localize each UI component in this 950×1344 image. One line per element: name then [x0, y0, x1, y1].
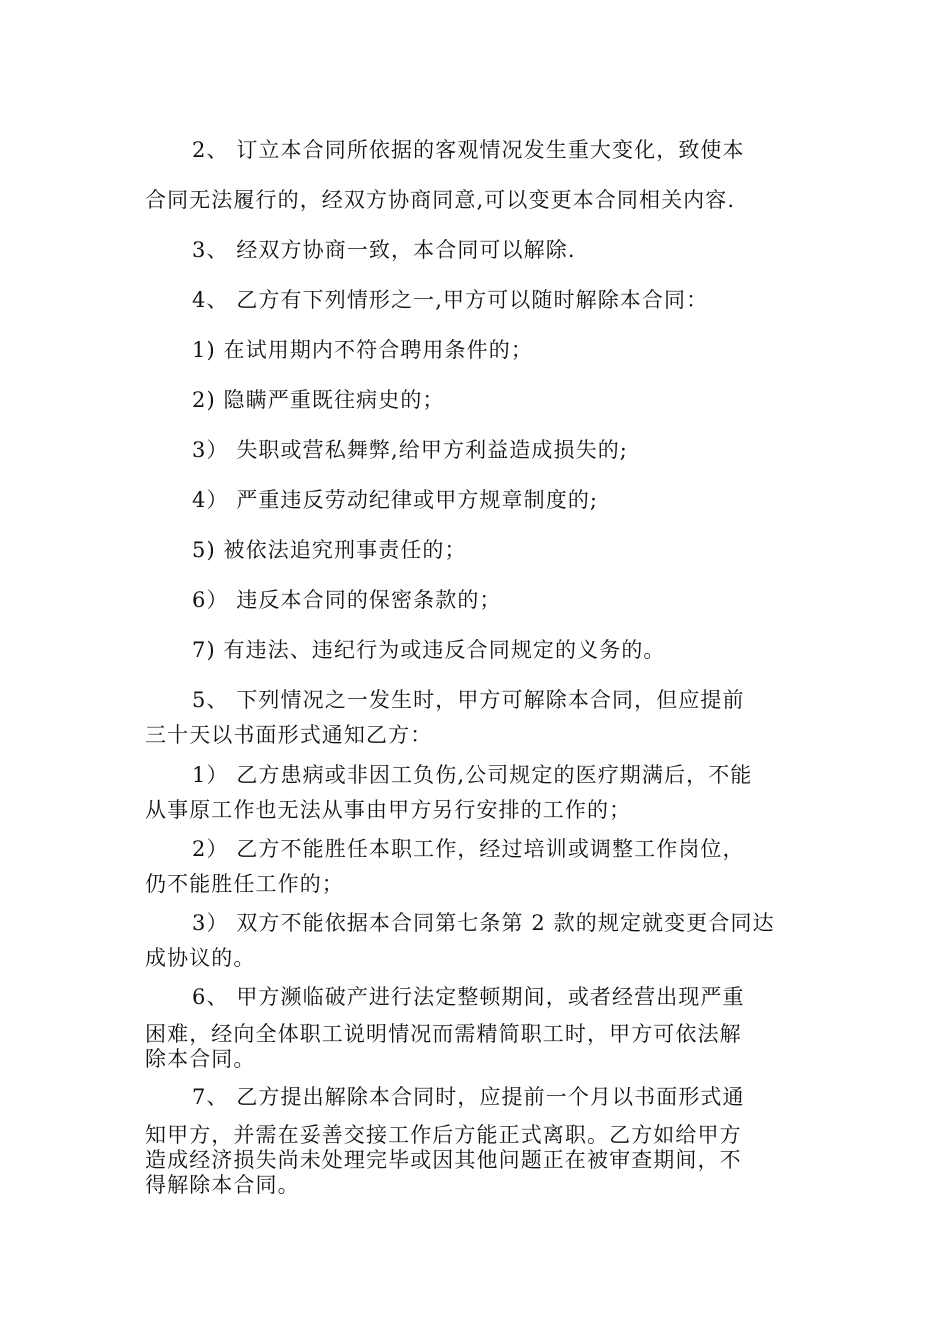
clause-6-line-3: 除本合同。 [145, 1047, 256, 1071]
clause-3-line-1: 3、 经双方协商一致，本合同可以解除. [192, 238, 576, 262]
clause-7-line-1: 7、 乙方提出解除本合同时，应提前一个月以书面形式通 [192, 1085, 745, 1109]
clause-5-item-1-line-2: 从事原工作也无法从事由甲方另行安排的工作的； [145, 798, 632, 822]
clause-7-line-3: 造成经济损失尚未处理完毕或因其他问题正在被审查期间，不 [145, 1148, 742, 1172]
clause-6-line-2: 困难，经向全体职工说明情况而需精简职工时，甲方可依法解 [145, 1022, 742, 1046]
clause-6-line-1: 6、 甲方濒临破产进行法定整顿期间，或者经营出现严重 [192, 985, 745, 1009]
clause-5-item-1-line-1: 1） 乙方患病或非因工负伤,公司规定的医疗期满后，不能 [192, 763, 753, 787]
clause-5-line-1: 5、 下列情况之一发生时，甲方可解除本合同，但应提前 [192, 688, 745, 712]
clause-5-line-2: 三十天以书面形式通知乙方： [145, 723, 433, 747]
clause-4-item-4: 4） 严重违反劳动纪律或甲方规章制度的; [192, 488, 599, 512]
clause-4-item-6: 6） 违反本合同的保密条款的； [192, 588, 502, 612]
clause-4-item-7: 7) 有违法、违纪行为或违反合同规定的义务的。 [192, 638, 666, 662]
clause-4-item-1: 1) 在试用期内不符合聘用条件的； [192, 338, 533, 362]
clause-2-line-2: 合同无法履行的，经双方协商同意,可以变更本合同相关内容. [145, 188, 736, 212]
clause-4-item-5: 5) 被依法追究刑事责任的； [192, 538, 467, 562]
clause-5-item-3-line-1: 3） 双方不能依据本合同第七条第 2 款的规定就变更合同达 [192, 911, 775, 935]
clause-2-line-1: 2、 订立本合同所依据的客观情况发生重大变化，致使本 [192, 138, 745, 162]
clause-5-item-2-line-1: 2） 乙方不能胜任本职工作，经过培训或调整工作岗位， [192, 837, 745, 861]
clause-5-item-3-line-2: 成协议的。 [145, 946, 256, 970]
clause-4-line-1: 4、 乙方有下列情形之一,甲方可以随时解除本合同： [192, 288, 709, 312]
clause-4-item-2: 2) 隐瞒严重既往病史的； [192, 388, 445, 412]
clause-7-line-4: 得解除本合同。 [145, 1173, 300, 1197]
clause-4-item-3: 3） 失职或营私舞弊,给甲方利益造成损失的; [192, 438, 628, 462]
clause-7-line-2: 知甲方，并需在妥善交接工作后方能正式离职。乙方如给甲方 [145, 1123, 742, 1147]
clause-5-item-2-line-2: 仍不能胜任工作的； [145, 872, 344, 896]
